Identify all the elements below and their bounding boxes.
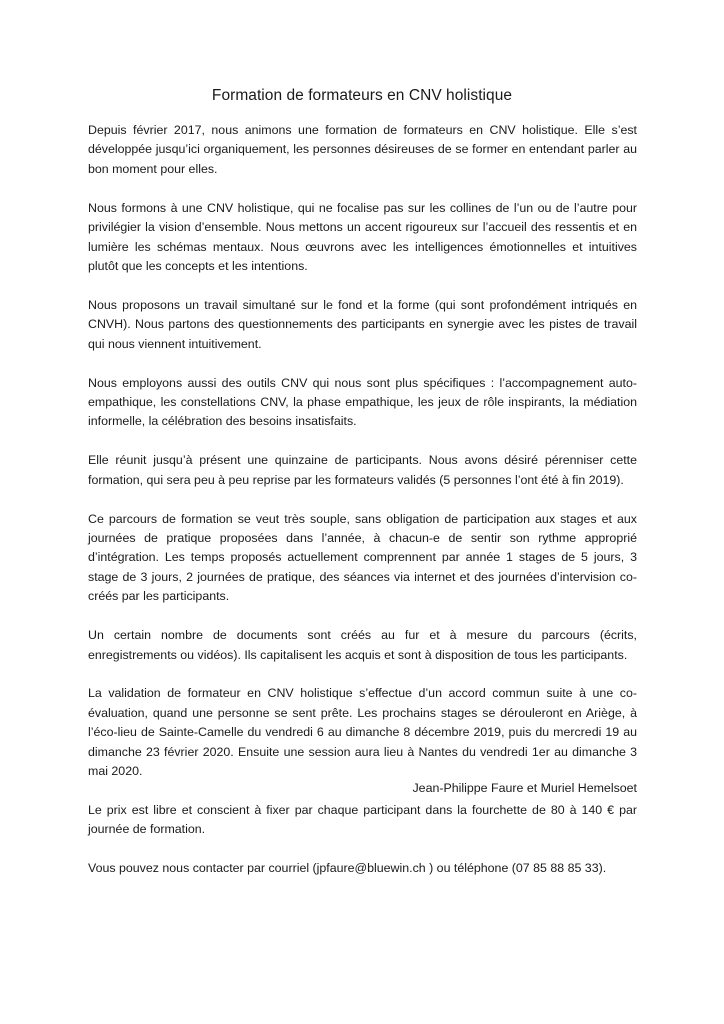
paragraph-intro: Depuis février 2017, nous animons une formation de formateurs en CNV holistique. Elle s’est développée jusqu’ici organiquement, les personnes désireuses de se former en entendant parler au bon moment pour elles. xyxy=(88,123,637,176)
paragraph-participants: Elle réunit jusqu’à présent une quinzaine de participants. Nous avons désiré pérenniser cette formation, qui sera peu à peu reprise par les formateurs validés (5 personnes l’ont été à fin 2019). xyxy=(88,453,637,487)
paragraph-documents: Un certain nombre de documents sont créés au fur et à mesure du parcours (écrits, enregistrements ou vidéos). Ils capitalisent les acquis et sont à disposition de tous les participants. xyxy=(88,628,637,662)
paragraph-program: Ce parcours de formation se veut très souple, sans obligation de participation aux stages et aux journées de pratique proposées dans l’année, à chacun-e de sentir son rythme approprié d’intégration. Les temps proposés actuellement comprennent par année 1 stages de 5 jours, 3 stage de 3 jours, 2 journées de pratique, des séances via internet et des journées d’intervision co-créés par les participants. xyxy=(88,511,637,604)
signature: Jean-Philippe Faure et Muriel Hemelsoet xyxy=(412,781,637,795)
paragraph-tools: Nous employons aussi des outils CNV qui nous sont plus spécifiques : l’accompagnement auto-empathique, les constellations CNV, la phase empathique, les jeux de rôle inspirants, la médiation informelle, la célébration des besoins insatisfaits. xyxy=(88,375,637,429)
paragraph-price: Le prix est libre et conscient à fixer par chaque participant dans la fourchette de 80 à 140 € par journée de formation. xyxy=(88,802,637,837)
paragraph-validation-dates: La validation de formateur en CNV holistique s’effectue d’un accord commun suite à une co-évaluation, quand une personne se sent prête. Les prochains stages se dérouleront en Ariège, à l’éco-lieu de Sainte-Camelle du vendredi 6 au dimanche 8 décembre 2019, puis du mercredi 19 au dimanche 23 février 2020. Ensuite une session aura lieu à Nantes du vendredi 1er au dimanche 3 mai 2020. xyxy=(88,686,637,779)
paragraph-working-method: Nous proposons un travail simultané sur le fond et la forme (qui sont profondément intriqués en CNVH). Nous partons des questionnements des participants en synergie avec les pistes de travail qui nous viennent intuitivement. xyxy=(88,297,637,351)
document-title: Formation de formateurs en CNV holistique xyxy=(211,87,513,104)
paragraph-contact: Vous pouvez nous contacter par courriel (jpfaure@bluewin.ch ) ou téléphone (07 85 88 85 33). xyxy=(88,861,607,876)
paragraph-holistic-approach: Nous formons à une CNV holistique, qui ne focalise pas sur les collines de l’un ou de l’autre pour privilégier la vision d’ensemble. Nous mettons un accent rigoureux sur l’accueil des ressentis et en lumière les schémas mentaux. Nous œuvrons avec les intelligences émotionnelles et intuitives plutôt que les concepts et les intentions. xyxy=(88,200,637,273)
